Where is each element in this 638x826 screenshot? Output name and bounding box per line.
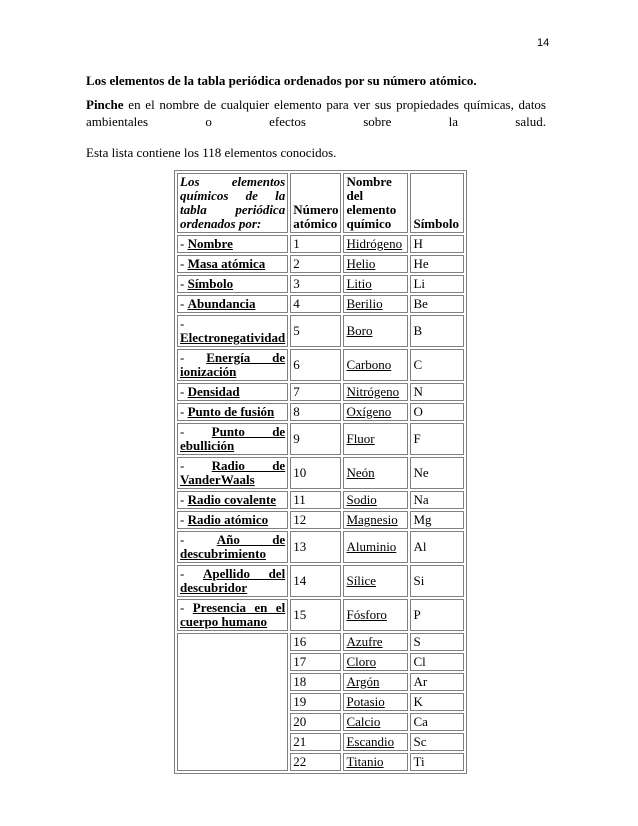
- atomic-number: 20: [290, 713, 341, 731]
- element-name-cell: [343, 511, 408, 529]
- atomic-number: 3: [290, 275, 341, 293]
- atomic-number: 6: [290, 349, 341, 381]
- criteria-link[interactable]: Electronegatividad: [180, 330, 286, 345]
- atomic-number: 1: [290, 235, 341, 253]
- element-symbol: S: [410, 633, 464, 651]
- table-row: [177, 565, 464, 597]
- table-row: [177, 235, 464, 253]
- element-symbol: Ca: [410, 713, 464, 731]
- atomic-number: 2: [290, 255, 341, 273]
- table-row: [177, 491, 464, 509]
- criteria-cell: [177, 383, 288, 401]
- criteria-cell: [177, 275, 288, 293]
- criteria-prefix: -: [180, 532, 217, 547]
- empty-criteria-cell: [177, 633, 288, 771]
- table-row: [177, 511, 464, 529]
- table-row: [177, 315, 464, 347]
- criteria-prefix: -: [180, 296, 188, 311]
- element-link[interactable]: Fluor: [346, 431, 375, 446]
- criteria-prefix: -: [180, 384, 188, 399]
- element-count-note: Esta lista contiene los 118 elementos conocidos.: [86, 145, 337, 160]
- table-row: [177, 349, 464, 381]
- element-symbol: Ar: [410, 673, 464, 691]
- criteria-cell: [177, 235, 288, 253]
- intro-bold: Pinche: [86, 97, 124, 112]
- criteria-prefix: -: [180, 256, 188, 271]
- element-name-cell: [343, 633, 408, 651]
- table-row: [177, 255, 464, 273]
- criteria-prefix: -: [180, 316, 185, 331]
- criteria-link[interactable]: Energía de ionización: [180, 350, 286, 379]
- criteria-prefix: -: [180, 566, 203, 581]
- element-symbol: P: [410, 599, 464, 631]
- number-header: Número atómico: [290, 173, 341, 233]
- element-name-cell: [343, 295, 408, 313]
- criteria-link[interactable]: Punto de fusión: [187, 404, 275, 419]
- element-name-cell: [343, 531, 408, 563]
- criteria-link[interactable]: Presencia en el cuerpo humano: [180, 600, 286, 629]
- table-row: [177, 275, 464, 293]
- criteria-cell: [177, 511, 288, 529]
- name-header: Nombre del elemento químico: [343, 173, 408, 233]
- page-number: 14: [537, 37, 550, 49]
- table-row: [177, 531, 464, 563]
- element-link[interactable]: Calcio: [346, 714, 381, 729]
- criteria-cell: [177, 491, 288, 509]
- criteria-link[interactable]: Radio de VanderWaals: [180, 458, 286, 487]
- element-name-cell: [343, 383, 408, 401]
- criteria-cell: [177, 403, 288, 421]
- element-name-cell: [343, 457, 408, 489]
- element-symbol: C: [410, 349, 464, 381]
- element-name-cell: [343, 275, 408, 293]
- criteria-prefix: -: [180, 276, 188, 291]
- atomic-number: 10: [290, 457, 341, 489]
- element-link[interactable]: Helio: [346, 256, 376, 271]
- page-title: Los elementos de la tabla periódica ordenados por su número atómico.: [86, 73, 477, 88]
- criteria-cell: [177, 255, 288, 273]
- element-link[interactable]: Neón: [346, 465, 375, 480]
- atomic-number: 18: [290, 673, 341, 691]
- element-symbol: He: [410, 255, 464, 273]
- criteria-link[interactable]: Punto de ebullición: [180, 424, 286, 453]
- criteria-prefix: -: [180, 492, 188, 507]
- element-link[interactable]: Boro: [346, 323, 373, 338]
- criteria-link[interactable]: Apellido del descubridor: [180, 566, 286, 595]
- criteria-link[interactable]: Radio covalente: [187, 492, 277, 507]
- element-symbol: Ne: [410, 457, 464, 489]
- atomic-number: 12: [290, 511, 341, 529]
- criteria-link[interactable]: Abundancia: [187, 296, 256, 311]
- atomic-number: 13: [290, 531, 341, 563]
- element-name-cell: [343, 713, 408, 731]
- criteria-cell: [177, 423, 288, 455]
- table-row: [177, 457, 464, 489]
- atomic-number: 4: [290, 295, 341, 313]
- element-link[interactable]: Hidrógeno: [346, 236, 403, 251]
- criteria-link[interactable]: Radio atómico: [187, 512, 269, 527]
- element-symbol: H: [410, 235, 464, 253]
- criteria-cell: [177, 531, 288, 563]
- atomic-number: 8: [290, 403, 341, 421]
- element-name-cell: [343, 693, 408, 711]
- criteria-link[interactable]: Año de descubrimiento: [180, 532, 286, 561]
- intro-rest: en el nombre de cualquier elemento para ver sus propiedades químicas, datos ambientales o efectos sobre la salud.: [86, 97, 546, 129]
- element-link[interactable]: Potasio: [346, 694, 385, 709]
- element-symbol: Mg: [410, 511, 464, 529]
- element-name-cell: [343, 491, 408, 509]
- element-link[interactable]: Litio: [346, 276, 372, 291]
- criteria-prefix: -: [180, 350, 207, 365]
- atomic-number: 19: [290, 693, 341, 711]
- criteria-link[interactable]: Densidad: [187, 384, 240, 399]
- element-name-cell: [343, 423, 408, 455]
- atomic-number: 15: [290, 599, 341, 631]
- symbol-header: Símbolo: [410, 173, 464, 233]
- atomic-number: 7: [290, 383, 341, 401]
- element-symbol: Sc: [410, 733, 464, 751]
- element-link[interactable]: Sílice: [346, 573, 377, 588]
- element-link[interactable]: Fósforo: [346, 607, 387, 622]
- criteria-prefix: -: [180, 404, 188, 419]
- criteria-cell: [177, 315, 288, 347]
- element-name-cell: [343, 403, 408, 421]
- element-symbol: O: [410, 403, 464, 421]
- intro-paragraph: [86, 96, 546, 130]
- element-name-cell: [343, 349, 408, 381]
- element-link[interactable]: Titanio: [346, 754, 384, 769]
- elements-table: [174, 170, 467, 774]
- criteria-link[interactable]: Símbolo: [187, 276, 234, 291]
- criteria-prefix: -: [180, 424, 212, 439]
- criteria-cell: [177, 565, 288, 597]
- table-row: [177, 383, 464, 401]
- element-symbol: F: [410, 423, 464, 455]
- element-symbol: Li: [410, 275, 464, 293]
- element-name-cell: [343, 673, 408, 691]
- atomic-number: 16: [290, 633, 341, 651]
- criteria-header: [177, 173, 288, 233]
- table-row: [177, 633, 464, 651]
- element-symbol: Na: [410, 491, 464, 509]
- element-link[interactable]: Azufre: [346, 634, 383, 649]
- table-row: [177, 599, 464, 631]
- table-row: [177, 403, 464, 421]
- atomic-number: 17: [290, 653, 341, 671]
- criteria-link[interactable]: Masa atómica: [187, 256, 266, 271]
- element-symbol: Be: [410, 295, 464, 313]
- element-name-cell: [343, 653, 408, 671]
- atomic-number: 9: [290, 423, 341, 455]
- element-link[interactable]: Aluminio: [346, 539, 397, 554]
- element-link[interactable]: Escandio: [346, 734, 395, 749]
- table-row: [177, 295, 464, 313]
- element-name-cell: [343, 733, 408, 751]
- criteria-prefix: -: [180, 236, 188, 251]
- element-name-cell: [343, 255, 408, 273]
- element-link[interactable]: Argón: [346, 674, 380, 689]
- element-name-cell: [343, 599, 408, 631]
- atomic-number: 11: [290, 491, 341, 509]
- table-row: [177, 423, 464, 455]
- element-symbol: N: [410, 383, 464, 401]
- element-symbol: Al: [410, 531, 464, 563]
- element-name-cell: [343, 315, 408, 347]
- element-symbol: Si: [410, 565, 464, 597]
- element-link[interactable]: Carbono: [346, 357, 392, 372]
- criteria-cell: [177, 599, 288, 631]
- element-symbol: Ti: [410, 753, 464, 771]
- table-header-row: [177, 173, 464, 233]
- criteria-cell: [177, 349, 288, 381]
- criteria-prefix: -: [180, 458, 212, 473]
- atomic-number: 14: [290, 565, 341, 597]
- element-symbol: B: [410, 315, 464, 347]
- element-link[interactable]: Berilio: [346, 296, 383, 311]
- element-link[interactable]: Magnesio: [346, 512, 398, 527]
- atomic-number: 5: [290, 315, 341, 347]
- criteria-prefix: -: [180, 512, 188, 527]
- element-symbol: K: [410, 693, 464, 711]
- criteria-cell: [177, 457, 288, 489]
- element-name-cell: [343, 565, 408, 597]
- element-link[interactable]: Oxígeno: [346, 404, 392, 419]
- element-name-cell: [343, 235, 408, 253]
- criteria-cell: [177, 295, 288, 313]
- element-link[interactable]: Cloro: [346, 654, 377, 669]
- atomic-number: 22: [290, 753, 341, 771]
- criteria-prefix: -: [180, 600, 193, 615]
- element-name-cell: [343, 753, 408, 771]
- element-link[interactable]: Nitrógeno: [346, 384, 400, 399]
- atomic-number: 21: [290, 733, 341, 751]
- criteria-header-text: Los elementos químicos de la tabla periódica ordenados por:: [180, 174, 286, 231]
- criteria-link[interactable]: Nombre: [187, 236, 233, 251]
- element-link[interactable]: Sodio: [346, 492, 377, 507]
- element-symbol: Cl: [410, 653, 464, 671]
